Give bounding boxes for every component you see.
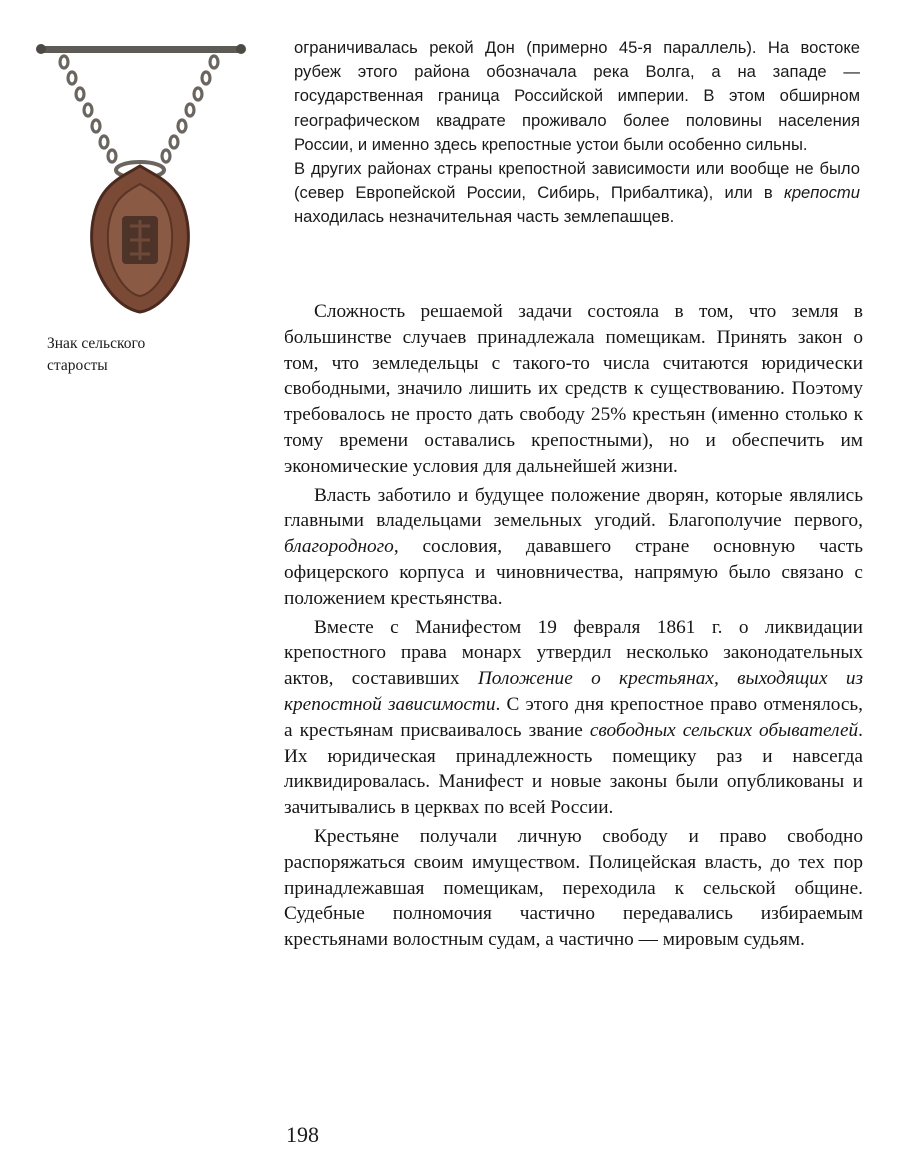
sidebar-paragraph: В других районах страны крепостной зависимости или вообще не было (север Европейской России, Сибирь, Прибалтика), или в крепости находилась незначительная часть землепашцев.: [294, 159, 860, 227]
badge-bar: [40, 46, 244, 53]
sidebar-paragraph: ограничивалась рекой Дон (примерно 45-я параллель). На востоке рубеж этого района обозначала река Волга, а на западе — государственная граница Российской империи. В этом обширном географическом квадрате проживало более половины населения России, и именно здесь крепостные устои были особенно сильны.: [294, 38, 860, 154]
main-paragraph: Вместе с Манифестом 19 февраля 1861 г. о ликвидации крепостного права монарх утвердил несколько законодательных актов, составивших Положение о крестьянах, выходящих из крепостной зависимости. С этого дня крепостное право отменялось, а крестьянам присваивалось звание свободных сельских обывателей. Их юридическая принадлежность помещику раз и навсегда ликвидировалась. Манифест и новые законы были опубликованы и зачитывались в церквах по всей России.: [284, 616, 863, 819]
main-paragraph: Сложность решаемой задачи состояла в том, что земля в большинстве случаев принадлежала помещикам. Принять закон о том, что земледельцы с такого-то числа считаются юридически свободными, значило лишить их средств к существованию. Поэтому требовалось не просто дать свободу 25% крестьян (именно столько к тому времени оставались крепостными), но и обеспечить им экономические условия для дальнейшей жизни.: [284, 301, 863, 477]
page-number: 198: [286, 1122, 319, 1147]
badge-chain-left: [60, 56, 116, 162]
badge-bar-end-right: [236, 44, 246, 54]
emphasis: крепости: [783, 183, 860, 203]
sidebar-text: [294, 36, 860, 230]
figure-caption-line: Знак сельского: [47, 335, 146, 352]
emphasis: свободных сельских обывателей: [589, 719, 859, 741]
figure-caption-line: старосты: [47, 357, 108, 374]
badge-chain-right: [162, 56, 218, 162]
badge-emblem-mark: [130, 220, 150, 260]
emphasis: Положение о крестьянах, выходящих из крепостной зависимости: [284, 668, 863, 715]
badge-bar-end-left: [36, 44, 46, 54]
village-elder-badge-image: [36, 28, 248, 328]
figure-caption: [47, 333, 247, 377]
emphasis: благородного: [284, 536, 394, 558]
main-paragraph: Власть заботило и будущее положение дворян, которые являлись главными владельцами земельных угодий. Благополучие первого, благородного, сословия, дававшего стране основную часть офицерского корпуса и чиновничества, напрямую было связано с положением крестьянства.: [284, 484, 863, 609]
main-paragraph: Крестьяне получали личную свободу и право свободно распоряжаться своим имуществом. Полицейская власть, до тех пор принадлежавшая помещикам, переходила к сельской общине. Судебные полномочия частично передавались избираемым крестьянами волостным судам, а частично — мировым судьям.: [284, 825, 863, 951]
main-text: [284, 299, 863, 956]
